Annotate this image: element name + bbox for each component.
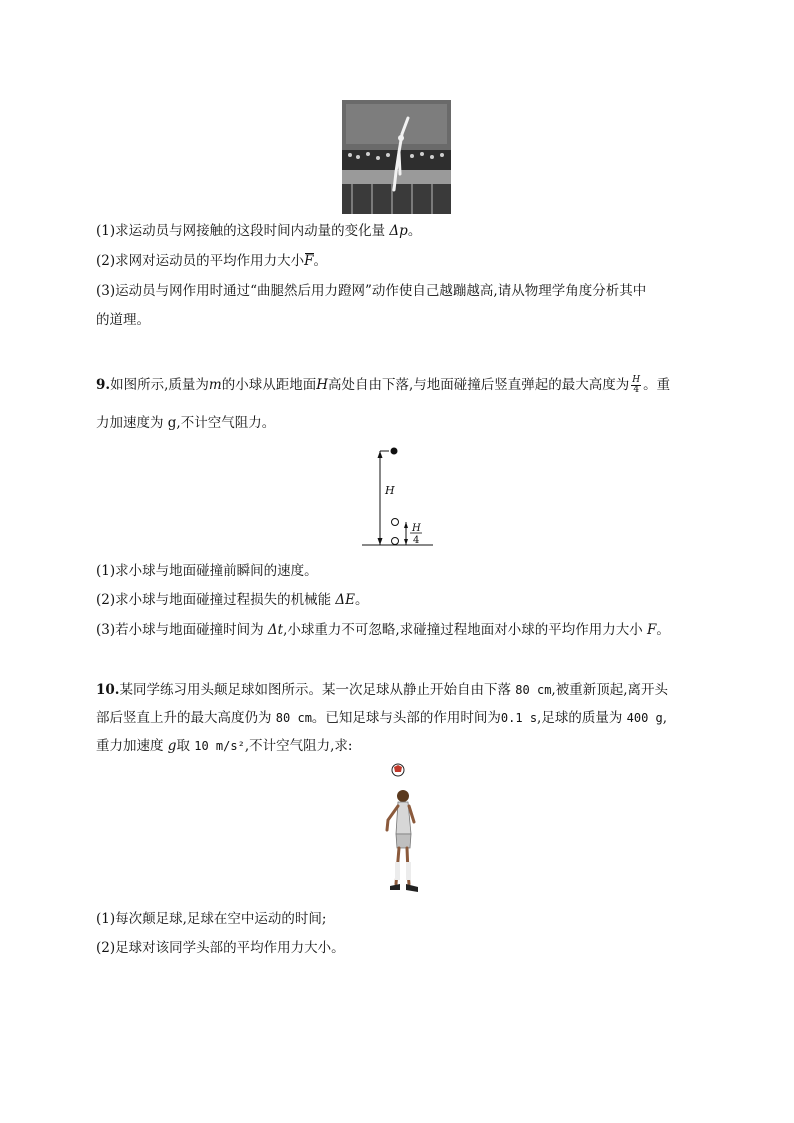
player-head (397, 790, 409, 802)
ball-start (391, 448, 398, 455)
q10-stem-line-3: 重力加速度 g取 10 m/s²,不计空气阻力,求: (96, 738, 353, 754)
q8-part-1: (1)求运动员与网接触的这段时间内动量的变化量 Δp。 (96, 223, 422, 239)
q10-part-2: (2)足球对该同学头部的平均作用力大小。 (96, 940, 345, 956)
fraction-h-over-4: $\frac{H}{4}$ (632, 375, 641, 395)
q10-part-1: (1)每次颠足球,足球在空中运动的时间; (96, 911, 327, 927)
q9-stem-line-1: 9.如图所示,质量为m的小球从距地面H高处自由下落,与地面碰撞后竖直弹起的最大高度为 $\frac{H}{4}$ 。重 (96, 375, 671, 395)
ball-rebound (392, 519, 399, 526)
q8-part-3-line-2: 的道理。 (96, 312, 150, 328)
ball-ground (392, 538, 399, 545)
label-small-4: 4 (413, 535, 420, 546)
q10-stem-line-1: 10.某同学练习用头颠足球如图所示。某一次足球从静止开始自由下落 80 cm,被重新顶起,离开头 (96, 682, 669, 698)
q8-part-2: (2)求网对运动员的平均作用力大小F。 (96, 253, 327, 269)
q10-stem-line-2: 部后竖直上升的最大高度仍为 80 cm。已知足球与头部的作用时间为0.1 s,足球的质量为 400 g, (96, 710, 668, 726)
label-small-h: H (412, 523, 421, 534)
heading-ball-figure (378, 762, 422, 898)
q9-part-2: (2)求小球与地面碰撞过程损失的机械能 ΔE。 (96, 592, 369, 608)
label-H: H (385, 484, 395, 497)
q9-part-3: (3)若小球与地面碰撞时间为 Δt,小球重力不可忽略,求碰撞过程地面对小球的平均作用力大小 F。 (96, 622, 670, 638)
q9-part-1: (1)求小球与地面碰撞前瞬间的速度。 (96, 563, 318, 579)
trampoline-photo (342, 100, 451, 214)
q8-part-3-line-1: (3)运动员与网作用时通过“曲腿然后用力蹬网”动作使自己越蹦越高,请从物理学角度分析其中 (96, 283, 647, 299)
ball-drop-diagram (360, 444, 435, 550)
force-bar-symbol: F (304, 253, 314, 269)
q9-stem-line-2: 力加速度为 g,不计空气阻力。 (96, 415, 276, 431)
